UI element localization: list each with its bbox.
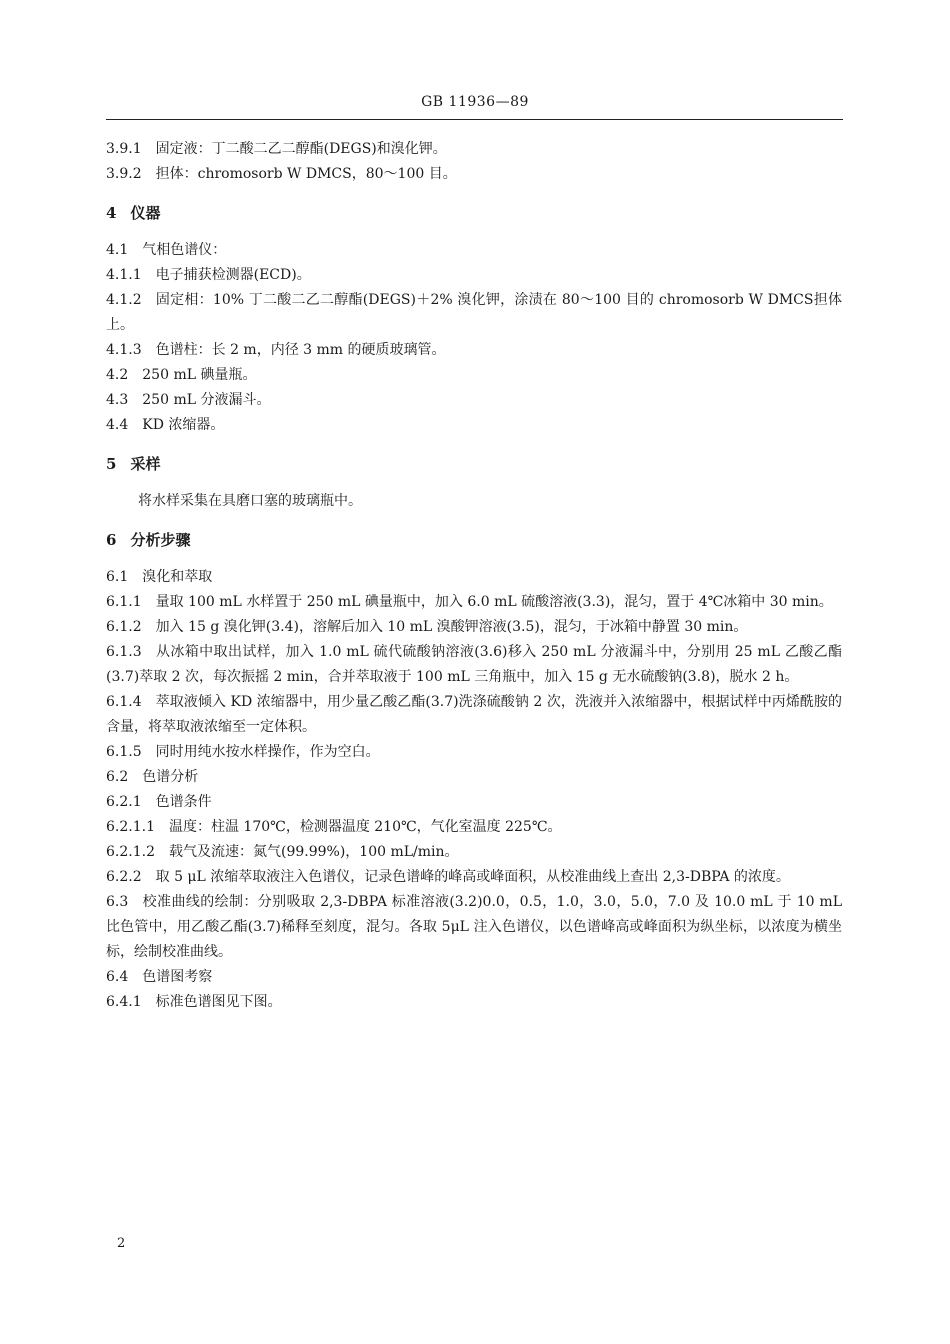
section-title: 采样	[130, 455, 161, 473]
clause-number: 4.1.3	[106, 342, 142, 358]
section-heading	[106, 528, 842, 553]
clause	[106, 363, 842, 388]
clause-number: 6.2.1.2	[106, 844, 155, 860]
clause	[106, 388, 842, 413]
clause-number: 6.2.2	[106, 869, 142, 885]
clause-number: 6.3	[106, 894, 129, 910]
clause	[106, 338, 842, 363]
clause	[106, 238, 842, 263]
clause	[106, 413, 842, 438]
clause-number: 4.3	[106, 392, 129, 408]
page-number: 2	[117, 1236, 126, 1251]
clause-text: 校准曲线的绘制：分别吸取 2,3-DBPA 标准溶液(3.2)0.0，0.5，1.0，3.0，5.0，7.0 及 10.0 mL 于 10 mL 比色管中，用乙酸乙酯(3.7)稀释至刻度，混匀。各取 5μL 注入色谱仪，以色谱峰高或峰面积为纵坐标，以浓度为横坐标，绘制校准曲线。	[106, 894, 842, 960]
clause	[106, 890, 842, 965]
clause-number: 6.2.1	[106, 794, 142, 810]
clause-number: 6.1.4	[106, 694, 142, 710]
clause-text: 取 5 μL 浓缩萃取液注入色谱仪，记录色谱峰的峰高或峰面积，从校准曲线上查出 2,3-DBPA 的浓度。	[155, 869, 790, 885]
clause-text: 色谱柱：长 2 m，内径 3 mm 的硬质玻璃管。	[155, 342, 446, 358]
clause-text: KD 浓缩器。	[142, 417, 225, 433]
clause-number: 4.1	[106, 242, 129, 258]
clause	[106, 840, 842, 865]
clause	[106, 965, 842, 990]
clause-text: 250 mL 分液漏斗。	[142, 392, 271, 408]
section-title: 仪器	[130, 204, 161, 222]
section-heading	[106, 452, 842, 477]
clause-text: 从冰箱中取出试样，加入 1.0 mL 硫代硫酸钠溶液(3.6)移入 250 mL 分液漏斗中，分别用 25 mL 乙酸乙酯(3.7)萃取 2 次，每次振摇 2 min，合并萃取液于 100 mL 三角瓶中，加入 15 g 无水硫酸钠(3.8)，脱水 2 h。	[106, 644, 842, 685]
clause-number: 6.1.5	[106, 744, 142, 760]
clause-number: 6.4	[106, 969, 129, 985]
clause-text: 萃取液倾入 KD 浓缩器中，用少量乙酸乙酯(3.7)洗涤硫酸钠 2 次，洗液并入浓缩器中，根据试样中丙烯酰胺的含量，将萃取液浓缩至一定体积。	[106, 694, 842, 735]
clause	[106, 990, 842, 1015]
clause	[106, 162, 842, 187]
clause-number: 4.1.1	[106, 267, 142, 283]
clause-text: 固定液：丁二酸二乙二醇酯(DEGS)和溴化钾。	[155, 141, 447, 157]
clause-number: 6.2.1.1	[106, 819, 155, 835]
clause	[106, 288, 842, 338]
clause	[106, 263, 842, 288]
clause-number: 6.1.1	[106, 594, 142, 610]
clause-text: 电子捕获检测器(ECD)。	[155, 267, 311, 283]
clause-number: 6.1	[106, 569, 129, 585]
clause-number: 3.9.1	[106, 141, 142, 157]
clause-text: 同时用纯水按水样操作，作为空白。	[155, 744, 380, 760]
paragraph: 将水样采集在具磨口塞的玻璃瓶中。	[138, 493, 362, 509]
section-number: 4	[106, 204, 117, 222]
section-title: 分析步骤	[130, 531, 191, 549]
section-heading	[106, 201, 842, 226]
clause-text: 担体：chromosorb W DMCS，80～100 目。	[155, 166, 457, 182]
clause-text: 溴化和萃取	[142, 569, 213, 585]
page-header: GB 11936—89	[421, 94, 529, 110]
clause-number: 6.1.3	[106, 644, 142, 660]
clause-text: 标准色谱图见下图。	[155, 994, 282, 1010]
clause	[106, 565, 842, 590]
clause	[106, 615, 842, 640]
clause	[106, 690, 842, 740]
clause-text: 载气及流速：氮气(99.99%)，100 mL/min。	[168, 844, 459, 860]
clause-text: 量取 100 mL 水样置于 250 mL 碘量瓶中，加入 6.0 mL 硫酸溶液(3.3)，混匀，置于 4℃冰箱中 30 min。	[155, 594, 833, 610]
document-body	[106, 137, 842, 1015]
header-rule	[106, 119, 843, 120]
clause-text: 色谱分析	[142, 769, 199, 785]
section-number: 6	[106, 531, 117, 549]
clause	[106, 590, 842, 615]
clause	[106, 740, 842, 765]
clause	[106, 815, 842, 840]
clause-number: 6.1.2	[106, 619, 142, 635]
clause	[106, 640, 842, 690]
clause	[106, 865, 842, 890]
clause-text: 色谱图考察	[142, 969, 213, 985]
clause-number: 6.2	[106, 769, 129, 785]
clause-text: 加入 15 g 溴化钾(3.4)，溶解后加入 10 mL 溴酸钾溶液(3.5)，混匀，于冰箱中静置 30 min。	[155, 619, 748, 635]
clause-number: 4.2	[106, 367, 129, 383]
clause-text: 固定相：10% 丁二酸二乙二醇酯(DEGS)＋2% 溴化钾，涂渍在 80～100 目的 chromosorb W DMCS担体上。	[106, 292, 842, 333]
clause-number: 3.9.2	[106, 166, 142, 182]
clause-number: 4.1.2	[106, 292, 142, 308]
clause-number: 4.4	[106, 417, 129, 433]
clause-number: 6.4.1	[106, 994, 142, 1010]
clause-text: 色谱条件	[155, 794, 212, 810]
clause-text: 温度：柱温 170℃，检测器温度 210℃，气化室温度 225℃。	[168, 819, 562, 835]
section-number: 5	[106, 455, 117, 473]
clause	[106, 137, 842, 162]
clause-text: 气相色谱仪：	[142, 242, 227, 258]
clause	[106, 790, 842, 815]
clause	[106, 765, 842, 790]
clause-text: 250 mL 碘量瓶。	[142, 367, 257, 383]
